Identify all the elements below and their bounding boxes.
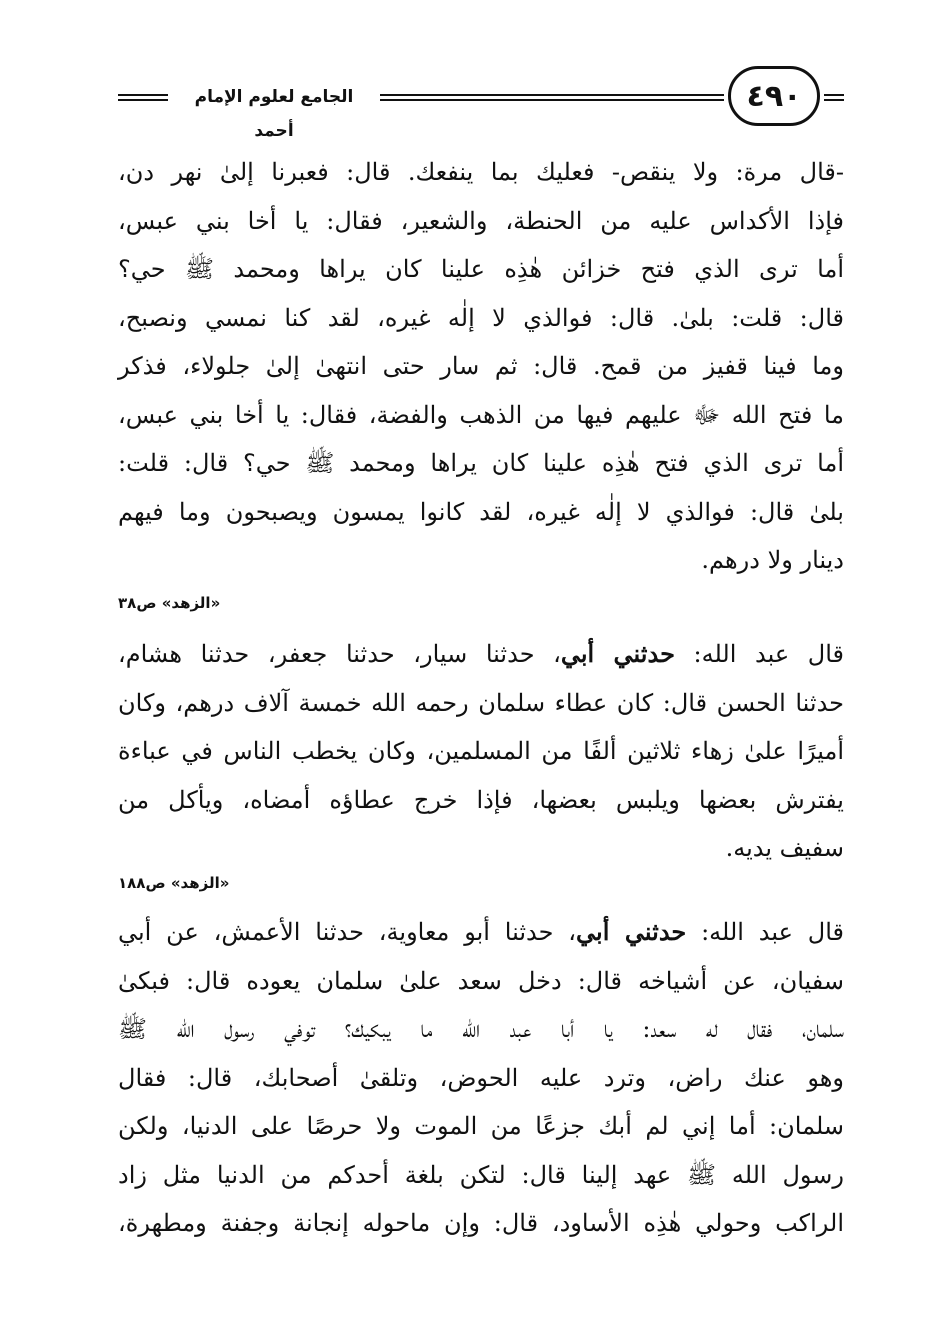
paragraph-narration	[118, 630, 844, 873]
header-rule-middle	[380, 94, 724, 96]
text-line: أميرًا علىٰ زهاء ثلاثين ألفًا من المسلمين، وكان يخطب الناس في عباءة	[118, 737, 844, 765]
text-line: فإذا الأكداس عليه من الحنطة، والشعير، فقال: يا أخا بني عبس،	[118, 206, 844, 235]
text-line: وهو عنك راض، وترد عليه الحوض، وتلقىٰ أصحابك، قال: فقال	[118, 1063, 844, 1092]
page-header	[118, 66, 844, 141]
text-line: قال: قلت: بلىٰ. قال: فوالذي لا إلٰه غيره، لقد كنا نمسي ونصبح،	[118, 303, 844, 332]
narration-bold: حدثني أبي	[560, 639, 675, 668]
text-line: ما فتح الله ﷻ عليهم فيها من الذهب والفضة، فقال: يا أخا بني عبس،	[118, 400, 844, 429]
text-line: حدثنا الحسن قال: كان عطاء سلمان رحمه الله خمسة آلاف درهم، وكان	[118, 688, 844, 717]
page-number: ٤٩٠	[728, 66, 820, 126]
text-line: أما ترى الذي فتح هٰذِه علينا كان يراها ومحمد ﷺ حي؟ قال: قلت:	[118, 449, 844, 477]
running-title: الجامع لعلوم الإمام أحمد	[194, 87, 354, 141]
text-line: -قال مرة: ولا ينقص- فعليك بما ينفعك. قال: فعبرنا إلىٰ نهر دن،	[118, 158, 844, 186]
header-rule-right	[824, 94, 844, 96]
text-line: رسول الله ﷺ عهد إلينا قال: لتكن بلغة أحدكم من الدنيا مثل زاد	[118, 1160, 844, 1189]
narration-intro: قال عبد الله:	[686, 918, 844, 946]
text-line: الراكب وحولي هٰذِه الأساود، قال: وإن ماحوله إنجانة وجفنة ومطهرة،	[118, 1209, 844, 1237]
text-line: دينار ولا درهم.	[701, 546, 844, 574]
text-line: يفترش بعضها ويلبس بعضها، فإذا خرج عطاؤه أمضاه، ويأكل من	[118, 785, 844, 814]
header-rule-left	[118, 94, 168, 96]
text-line: سفيف يديه.	[725, 834, 844, 862]
text-line	[118, 630, 844, 679]
text-line	[118, 908, 844, 957]
text-line: سلمان: أما إني لم أبك جزعًا من الموت ولا حرصًا على الدنيا، ولكن	[118, 1112, 844, 1140]
narration-rest: ، حدثنا أبو معاوية، حدثنا الأعمش، عن أبي	[118, 918, 577, 946]
paragraph-narration	[118, 908, 844, 1248]
narration-rest: ، حدثنا سيار، حدثنا جعفر، حدثنا هشام،	[118, 640, 561, 668]
narration-bold: حدثني أبي	[576, 917, 687, 946]
source-reference: «الزهد» ص٣٨	[118, 594, 221, 612]
narration-intro: قال عبد الله:	[674, 640, 844, 668]
text-line: سفيان، عن أشياخه قال: دخل سعد علىٰ سلمان يعوده قال: فبكىٰ	[118, 966, 844, 995]
text-line: أما ترى الذي فتح خزائن هٰذِه علينا كان يراها ومحمد ﷺ حي؟	[118, 255, 844, 283]
text-line: سلمان، فقال له سعد: يا أبا عبد الله ما يبكيك؟ توفي رسول الله ﷺ	[118, 1015, 844, 1043]
paragraph-continued	[118, 148, 844, 585]
text-line: وما فينا قفيز من قمح. قال: ثم سار حتى انتهىٰ إلىٰ جلولاء، فذكر	[118, 352, 844, 380]
text-line: بلىٰ قال: فوالذي لا إلٰه غيره، لقد كانوا يمسون ويصبحون وما فيهم	[118, 497, 844, 526]
source-reference: «الزهد» ص١٨٨	[118, 874, 230, 892]
